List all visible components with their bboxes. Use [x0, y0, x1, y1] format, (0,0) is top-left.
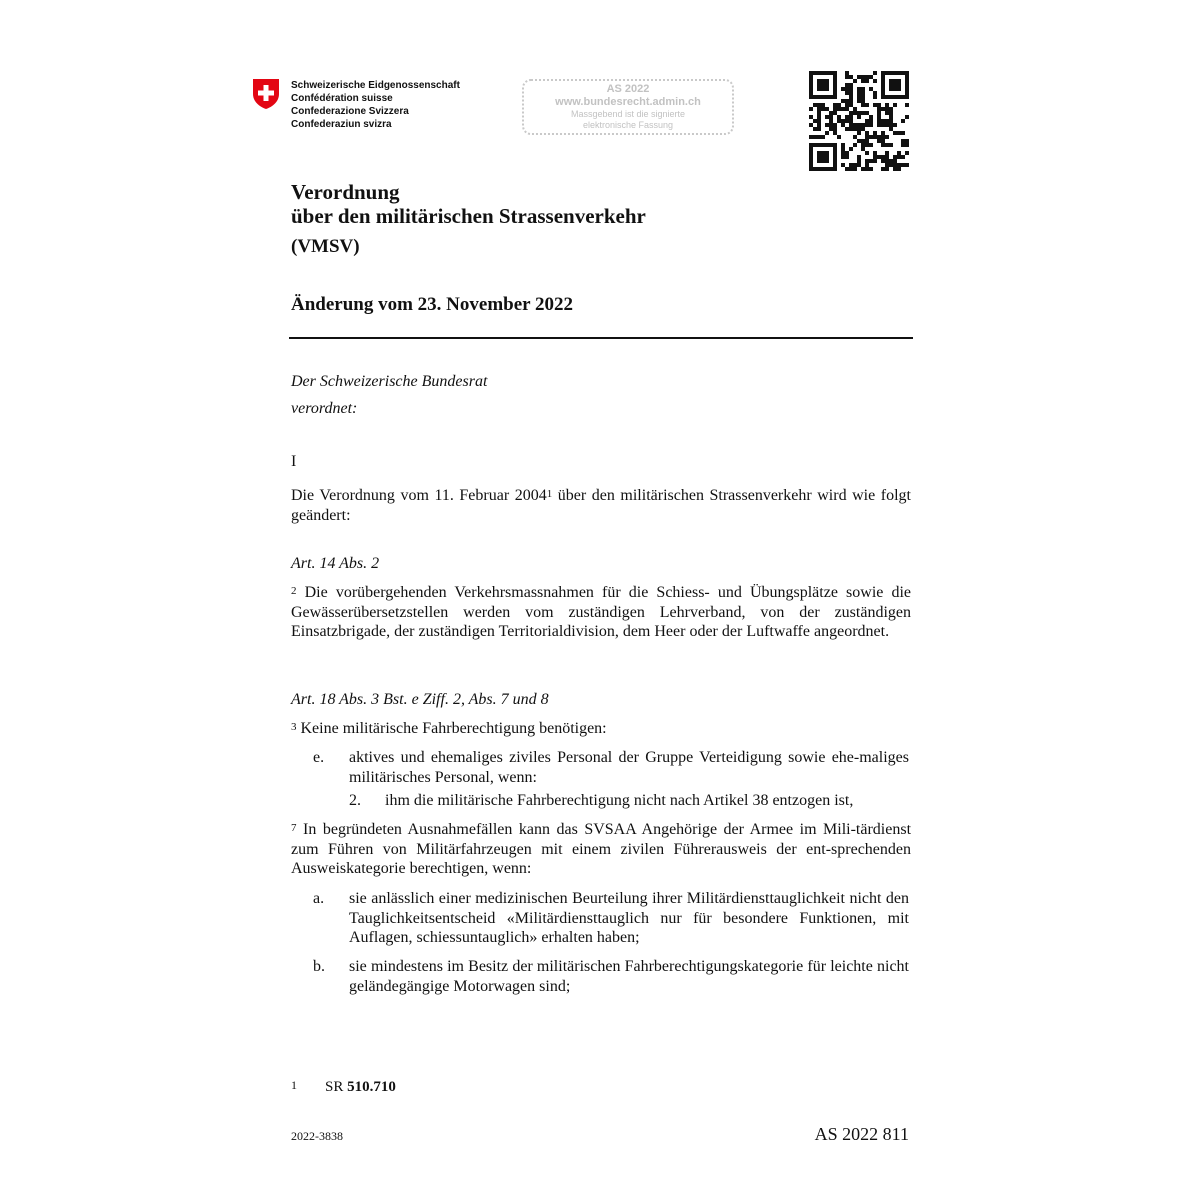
- footnote-prefix: SR: [325, 1079, 344, 1095]
- art18-heading: Art. 18 Abs. 3 Bst. e Ziff. 2, Abs. 7 und 8: [291, 691, 549, 708]
- para-number: 7: [291, 822, 297, 834]
- amendment-date: Änderung vom 23. November 2022: [291, 294, 574, 315]
- stamp-line-1: AS 2022: [606, 83, 650, 95]
- para-number: 3: [291, 721, 297, 733]
- preamble-line-1: Der Schweizerische Bundesrat: [291, 373, 488, 390]
- document-number: 2022-3838: [291, 1129, 343, 1143]
- art14-text: Die vorübergehenden Verkehrsmassnahmen für die Schiess- und Übungsplätze sowie die Gewässerübersetzstellen werden vom zuständigen Lehrverband, von der zuständigen Einsatzbrigade, der zuständigen Territorialdivision, dem Heer oder der Luftwaffe angeordnet.: [291, 584, 912, 640]
- footnote-reference[interactable]: 510.710: [347, 1079, 396, 1095]
- art18-para3: [291, 719, 607, 739]
- federation-line-fr: Confédération suisse: [291, 93, 393, 104]
- footnote-number: 1: [291, 1078, 297, 1092]
- page-title: [291, 180, 646, 228]
- list-item-letter-a: a.: [313, 890, 325, 907]
- list-item-e-text: aktives und ehemaliges ziviles Personal der Gruppe Verteidigung sowie ehe-maliges militärisches Personal, wenn:: [349, 749, 909, 786]
- federation-line-it: Confederazione Svizzera: [291, 106, 409, 117]
- swiss-cross-icon: [252, 78, 280, 110]
- stamp-line-4: elektronische Fassung: [582, 120, 674, 130]
- preamble-line-2: verordnet:: [291, 400, 358, 417]
- section-numeral: I: [291, 453, 297, 470]
- sub-item-number-2: 2.: [349, 792, 361, 809]
- intro-paragraph: [291, 486, 911, 525]
- para-number: 2: [291, 585, 297, 597]
- federation-line-rm: Confederaziun svizra: [291, 119, 392, 130]
- list-item-a-text: sie anlässlich einer medizinischen Beurteilung ihrer Militärdiensttauglichkeit nicht den Tauglichkeitsentscheid «Militärdiensttauglich nur für besondere Funktionen, mit Auflagen, schiessuntauglich» erhalten haben;: [349, 890, 909, 946]
- footnote-ref[interactable]: 1: [546, 488, 553, 500]
- list-item-letter-b: b.: [313, 958, 325, 975]
- footnote-text: [325, 1079, 396, 1096]
- intro-text-cont: über den militärischen Strassenverkehr wird wie folgt geändert:: [291, 487, 911, 524]
- list-item-b-text: sie mindestens im Besitz der militärischen Fahrberechtigungskategorie für leichte nicht geländegängige Motorwagen sind;: [349, 958, 909, 995]
- art18-para7-text: In begründeten Ausnahmefällen kann das SVSAA Angehörige der Armee im Mili-tärdienst zum Führen von Militärfahrzeugen mit einem zivilen Führerausweis der ent-sprechenden Ausweiskategorie berechtigen, wenn:: [291, 821, 912, 877]
- art14-heading: Art. 14 Abs. 2: [291, 555, 380, 572]
- stamp-line-2: www.bundesrecht.admin.ch: [555, 96, 701, 108]
- title-abbreviation: (VMSV): [291, 236, 360, 257]
- title-line-1: Verordnung: [291, 180, 400, 204]
- art14-paragraph: [291, 583, 911, 642]
- title-line-2: über den militärischen Strassenverkehr: [291, 204, 646, 228]
- sub-item-2-text: ihm die militärische Fahrberechtigung nicht nach Artikel 38 entzogen ist,: [385, 792, 854, 809]
- title-divider: [289, 337, 913, 339]
- art18-para3-text: Keine militärische Fahrberechtigung benötigen:: [300, 720, 607, 737]
- publication-stamp: [522, 79, 734, 135]
- art18-para7: [291, 820, 911, 879]
- stamp-line-3: Massgebend ist die signierte: [570, 109, 686, 119]
- federation-name: [291, 79, 460, 131]
- federation-line-de: Schweizerische Eidgenossenschaft: [291, 80, 460, 91]
- intro-text: Die Verordnung vom 11. Februar 2004: [291, 487, 547, 504]
- list-item-letter-e: e.: [313, 749, 325, 766]
- page-reference: AS 2022 811: [814, 1124, 909, 1144]
- preamble: [291, 368, 487, 422]
- qr-code-icon: [809, 71, 909, 171]
